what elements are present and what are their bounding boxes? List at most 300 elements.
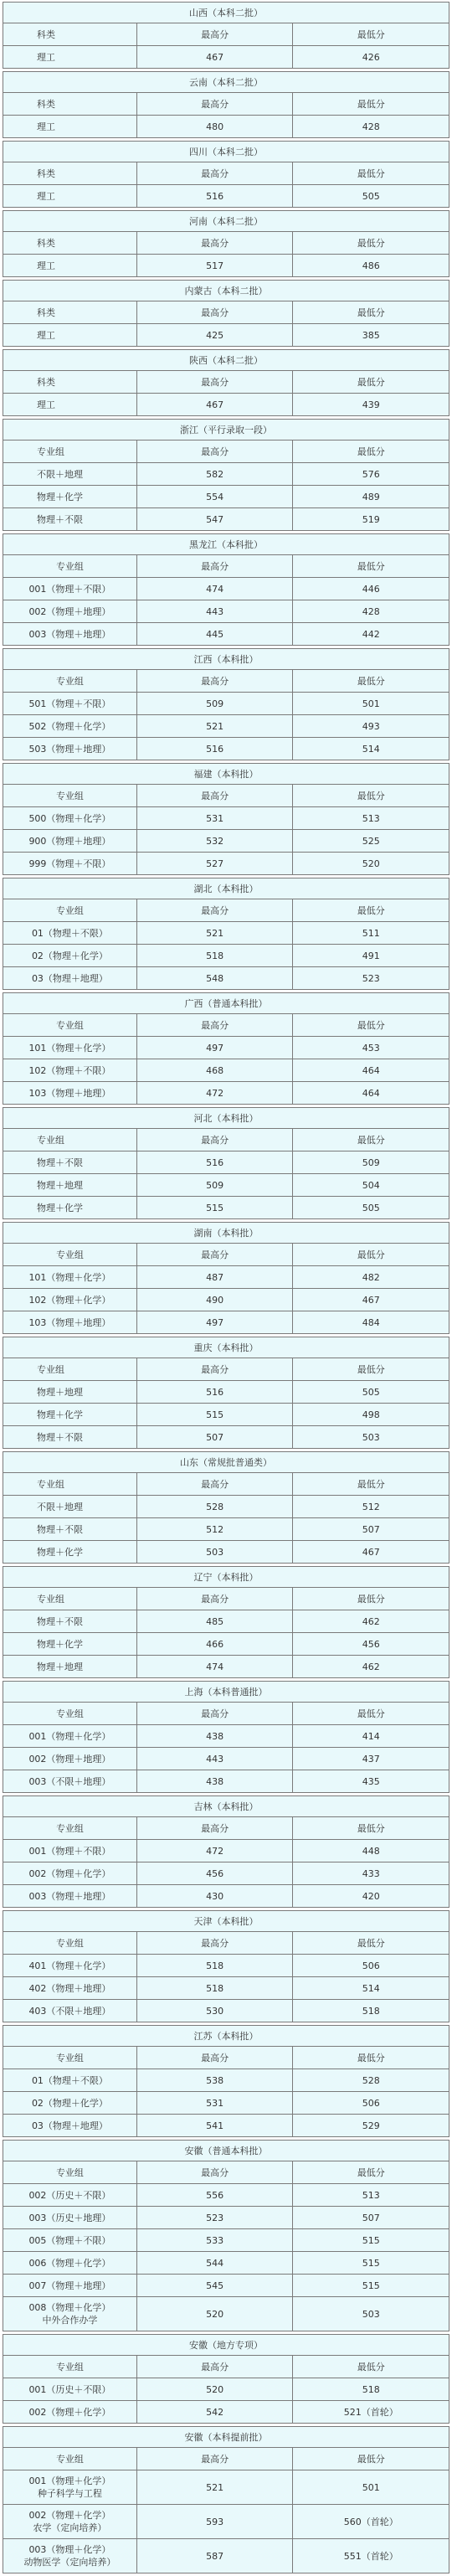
region-table [3, 280, 449, 347]
region-table [3, 2140, 449, 2331]
table-row [3, 830, 449, 853]
table-row [3, 1770, 449, 1793]
column-header-min: 最低分 [293, 1129, 449, 1151]
cell-max-score: 521 [136, 922, 293, 945]
header-row [3, 2161, 449, 2184]
region-table [3, 1681, 449, 1793]
cell-group: 008（物理＋化学） 中外合作办学 [3, 2297, 137, 2331]
cell-min-score: 420 [293, 1885, 449, 1908]
cell-group: 01（物理＋不限） [3, 922, 137, 945]
cell-group: 物理＋化学 [3, 486, 137, 508]
cell-max-score: 556 [136, 2184, 293, 2207]
cell-group: 900（物理＋地理） [3, 830, 137, 853]
column-header-min: 最低分 [293, 1244, 449, 1266]
table-row [3, 738, 449, 760]
cell-min-score: 507 [293, 1518, 449, 1541]
cell-max-score: 516 [136, 738, 293, 760]
cell-group: 物理＋不限 [3, 1610, 137, 1633]
cell-min-score: 509 [293, 1151, 449, 1174]
cell-min-score: 551（首轮） [293, 2539, 449, 2573]
column-header-min: 最低分 [293, 1588, 449, 1610]
column-header-max: 最高分 [136, 1817, 293, 1840]
region-title: 四川（本科二批） [3, 142, 449, 162]
region-table [3, 992, 449, 1105]
cell-min-score: 505 [293, 1381, 449, 1404]
region-title: 云南（本科二批） [3, 72, 449, 93]
column-header-group: 专业组 [3, 1473, 137, 1496]
cell-group: 02（物理＋化学） [3, 945, 137, 967]
cell-min-score: 506 [293, 2092, 449, 2115]
cell-min-score: 486 [293, 255, 449, 277]
column-header-max: 最高分 [136, 2356, 293, 2378]
table-row [3, 1610, 449, 1633]
table-row [3, 1518, 449, 1541]
cell-max-score: 515 [136, 1197, 293, 1219]
header-row [3, 23, 449, 46]
column-header-max: 最高分 [136, 1932, 293, 1955]
cell-max-score: 516 [136, 1381, 293, 1404]
region-table [3, 2, 449, 69]
header-row [3, 1014, 449, 1037]
column-header-group: 专业组 [3, 1014, 137, 1037]
cell-group: 理工 [3, 185, 137, 208]
cell-group: 物理＋化学 [3, 1541, 137, 1564]
cell-group: 物理＋不限 [3, 1518, 137, 1541]
column-header-group: 专业组 [3, 1932, 137, 1955]
table-row [3, 2069, 449, 2092]
cell-group: 不限＋地理 [3, 1496, 137, 1518]
cell-group: 002（物理＋化学） [3, 2401, 137, 2424]
cell-min-score: 435 [293, 1770, 449, 1793]
column-header-min: 最低分 [293, 232, 449, 255]
cell-group: 理工 [3, 255, 137, 277]
column-header-min: 最低分 [293, 440, 449, 463]
header-row [3, 371, 449, 394]
cell-min-score: 560（首轮） [293, 2505, 449, 2539]
region-table [3, 349, 449, 416]
column-header-max: 最高分 [136, 1473, 293, 1496]
column-header-max: 最高分 [136, 670, 293, 693]
cell-max-score: 425 [136, 324, 293, 347]
cell-min-score: 414 [293, 1725, 449, 1748]
header-row [3, 162, 449, 185]
cell-group: 002（物理＋化学） [3, 1862, 137, 1885]
cell-group: 003（物理＋地理） [3, 1885, 137, 1908]
table-row [3, 2000, 449, 2022]
cell-min-score: 529 [293, 2115, 449, 2137]
cell-max-score: 541 [136, 2115, 293, 2137]
cell-group: 物理＋地理 [3, 1656, 137, 1678]
table-row [3, 1266, 449, 1289]
header-row [3, 93, 449, 116]
cell-group: 401（物理＋化学） [3, 1955, 137, 1977]
header-row [3, 1129, 449, 1151]
cell-group: 物理＋不限 [3, 1151, 137, 1174]
cell-max-score: 438 [136, 1770, 293, 1793]
cell-group: 500（物理＋化学） [3, 807, 137, 830]
table-row [3, 1037, 449, 1059]
cell-max-score: 438 [136, 1725, 293, 1748]
table-row [3, 508, 449, 531]
cell-min-score: 521（首轮） [293, 2401, 449, 2424]
table-row [3, 46, 449, 69]
region-title: 内蒙古（本科二批） [3, 281, 449, 301]
cell-max-score: 517 [136, 255, 293, 277]
cell-min-score: 503 [293, 1426, 449, 1449]
region-title: 上海（本科普通批） [3, 1682, 449, 1703]
cell-min-score: 491 [293, 945, 449, 967]
table-row [3, 2229, 449, 2252]
cell-min-score: 448 [293, 1840, 449, 1862]
cell-max-score: 554 [136, 486, 293, 508]
cell-max-score: 507 [136, 1426, 293, 1449]
region-title: 安徽（普通本科批） [3, 2141, 449, 2161]
region-title: 辽宁（本科批） [3, 1567, 449, 1588]
cell-max-score: 530 [136, 2000, 293, 2022]
table-row [3, 1862, 449, 1885]
cell-group: 402（物理＋地理） [3, 1977, 137, 2000]
cell-max-score: 542 [136, 2401, 293, 2424]
column-header-group: 专业组 [3, 1358, 137, 1381]
cell-min-score: 512 [293, 1496, 449, 1518]
header-row [3, 1703, 449, 1725]
column-header-min: 最低分 [293, 301, 449, 324]
cell-max-score: 545 [136, 2275, 293, 2297]
cell-min-score: 515 [293, 2275, 449, 2297]
table-row [3, 1311, 449, 1334]
cell-max-score: 521 [136, 715, 293, 738]
cell-group: 物理＋化学 [3, 1633, 137, 1656]
cell-max-score: 443 [136, 600, 293, 623]
column-header-group: 科类 [3, 162, 137, 185]
column-header-min: 最低分 [293, 2448, 449, 2470]
cell-group: 物理＋不限 [3, 508, 137, 531]
cell-max-score: 467 [136, 46, 293, 69]
cell-min-score: 385 [293, 324, 449, 347]
cell-max-score: 474 [136, 578, 293, 600]
column-header-group: 专业组 [3, 1129, 137, 1151]
table-row [3, 1082, 449, 1105]
column-header-max: 最高分 [136, 785, 293, 807]
region-title: 湖北（本科批） [3, 878, 449, 899]
table-row [3, 715, 449, 738]
region-title: 福建（本科批） [3, 764, 449, 785]
cell-max-score: 518 [136, 1955, 293, 1977]
table-row [3, 1426, 449, 1449]
table-row [3, 2275, 449, 2297]
cell-min-score: 511 [293, 922, 449, 945]
cell-min-score: 528 [293, 2069, 449, 2092]
cell-group: 403（不限＋地理） [3, 2000, 137, 2022]
table-row [3, 2115, 449, 2137]
region-table [3, 763, 449, 875]
column-header-max: 最高分 [136, 1014, 293, 1037]
table-row [3, 693, 449, 715]
region-table [3, 141, 449, 208]
cell-group: 001（物理＋化学） 种子科学与工程 [3, 2470, 137, 2505]
column-header-max: 最高分 [136, 2161, 293, 2184]
cell-max-score: 587 [136, 2539, 293, 2573]
column-header-min: 最低分 [293, 1014, 449, 1037]
table-row [3, 945, 449, 967]
table-row [3, 1633, 449, 1656]
cell-group: 物理＋化学 [3, 1197, 137, 1219]
column-header-max: 最高分 [136, 1129, 293, 1151]
region-table [3, 648, 449, 760]
table-row [3, 967, 449, 990]
cell-min-score: 426 [293, 46, 449, 69]
cell-group: 03（物理＋地理） [3, 967, 137, 990]
table-row [3, 1725, 449, 1748]
header-row [3, 440, 449, 463]
table-row [3, 1174, 449, 1197]
cell-group: 102（物理＋不限） [3, 1059, 137, 1082]
cell-max-score: 515 [136, 1404, 293, 1426]
column-header-min: 最低分 [293, 785, 449, 807]
cell-min-score: 503 [293, 2297, 449, 2331]
cell-min-score: 518 [293, 2000, 449, 2022]
column-header-group: 专业组 [3, 555, 137, 578]
cell-group: 物理＋地理 [3, 1174, 137, 1197]
region-table [3, 878, 449, 990]
cell-max-score: 532 [136, 830, 293, 853]
region-table [3, 1222, 449, 1334]
header-row [3, 1588, 449, 1610]
cell-max-score: 443 [136, 1748, 293, 1770]
column-header-max: 最高分 [136, 1244, 293, 1266]
column-header-min: 最低分 [293, 2161, 449, 2184]
cell-min-score: 515 [293, 2229, 449, 2252]
table-row [3, 1541, 449, 1564]
cell-group: 003（物理＋化学） 动物医学（定向培养） [3, 2539, 137, 2573]
region-title: 吉林（本科批） [3, 1796, 449, 1817]
region-title: 山东（常规批普通类） [3, 1452, 449, 1473]
cell-group: 002（物理＋地理） [3, 1748, 137, 1770]
region-title: 陕西（本科二批） [3, 350, 449, 371]
column-header-max: 最高分 [136, 301, 293, 324]
header-row [3, 1817, 449, 1840]
region-table [3, 1107, 449, 1219]
region-title: 江西（本科批） [3, 649, 449, 670]
table-row [3, 1404, 449, 1426]
cell-min-score: 464 [293, 1082, 449, 1105]
cell-max-score: 445 [136, 623, 293, 646]
table-row [3, 1059, 449, 1082]
column-header-max: 最高分 [136, 2448, 293, 2470]
column-header-min: 最低分 [293, 93, 449, 116]
cell-max-score: 518 [136, 1977, 293, 2000]
table-row [3, 1656, 449, 1678]
header-row [3, 1244, 449, 1266]
region-title: 湖南（本科批） [3, 1223, 449, 1244]
table-row [3, 1197, 449, 1219]
cell-max-score: 547 [136, 508, 293, 531]
column-header-min: 最低分 [293, 1358, 449, 1381]
cell-min-score: 489 [293, 486, 449, 508]
column-header-max: 最高分 [136, 371, 293, 394]
cell-group: 物理＋化学 [3, 1404, 137, 1426]
cell-group: 02（物理＋化学） [3, 2092, 137, 2115]
cell-min-score: 439 [293, 394, 449, 416]
table-row [3, 1977, 449, 2000]
column-header-min: 最低分 [293, 555, 449, 578]
cell-min-score: 437 [293, 1748, 449, 1770]
cell-max-score: 485 [136, 1610, 293, 1633]
header-row [3, 2448, 449, 2470]
cell-max-score: 497 [136, 1037, 293, 1059]
cell-min-score: 446 [293, 578, 449, 600]
cell-min-score: 520 [293, 853, 449, 875]
cell-max-score: 487 [136, 1266, 293, 1289]
table-row [3, 2207, 449, 2229]
cell-min-score: 484 [293, 1311, 449, 1334]
cell-min-score: 456 [293, 1633, 449, 1656]
cell-max-score: 474 [136, 1656, 293, 1678]
region-title: 广西（普通本科批） [3, 993, 449, 1014]
cell-max-score: 520 [136, 2297, 293, 2331]
cell-max-score: 490 [136, 1289, 293, 1311]
column-header-max: 最高分 [136, 1588, 293, 1610]
column-header-group: 专业组 [3, 1588, 137, 1610]
header-row [3, 555, 449, 578]
cell-group: 物理＋地理 [3, 1381, 137, 1404]
table-row [3, 2184, 449, 2207]
cell-min-score: 501 [293, 2470, 449, 2505]
table-row [3, 2539, 449, 2573]
cell-min-score: 513 [293, 807, 449, 830]
table-row [3, 1955, 449, 1977]
cell-max-score: 527 [136, 853, 293, 875]
cell-group: 001（物理＋不限） [3, 578, 137, 600]
table-row [3, 2505, 449, 2539]
cell-min-score: 462 [293, 1656, 449, 1678]
cell-max-score: 509 [136, 1174, 293, 1197]
column-header-group: 专业组 [3, 1244, 137, 1266]
cell-min-score: 515 [293, 2252, 449, 2275]
cell-group: 001（物理＋不限） [3, 1840, 137, 1862]
region-table [3, 533, 449, 646]
table-row [3, 1289, 449, 1311]
column-header-max: 最高分 [136, 23, 293, 46]
cell-max-score: 528 [136, 1496, 293, 1518]
cell-max-score: 538 [136, 2069, 293, 2092]
cell-group: 002（历史＋不限） [3, 2184, 137, 2207]
cell-max-score: 467 [136, 394, 293, 416]
table-row [3, 922, 449, 945]
cell-max-score: 468 [136, 1059, 293, 1082]
column-header-group: 专业组 [3, 2448, 137, 2470]
cell-max-score: 531 [136, 807, 293, 830]
cell-group: 理工 [3, 116, 137, 138]
table-row [3, 1151, 449, 1174]
table-row [3, 1748, 449, 1770]
cell-group: 999（物理＋不限） [3, 853, 137, 875]
column-header-min: 最低分 [293, 1932, 449, 1955]
cell-max-score: 472 [136, 1840, 293, 1862]
cell-group: 101（物理＋化学） [3, 1037, 137, 1059]
column-header-min: 最低分 [293, 1703, 449, 1725]
cell-min-score: 453 [293, 1037, 449, 1059]
table-row [3, 853, 449, 875]
cell-max-score: 509 [136, 693, 293, 715]
cell-group: 003（不限＋地理） [3, 1770, 137, 1793]
header-row [3, 1932, 449, 1955]
cell-max-score: 512 [136, 1518, 293, 1541]
column-header-max: 最高分 [136, 162, 293, 185]
cell-group: 002（物理＋化学） 农学（定向培养） [3, 2505, 137, 2539]
cell-min-score: 519 [293, 508, 449, 531]
region-table [3, 2426, 449, 2573]
cell-min-score: 433 [293, 1862, 449, 1885]
table-row [3, 807, 449, 830]
cell-group: 101（物理＋化学） [3, 1266, 137, 1289]
cell-group: 003（历史＋地理） [3, 2207, 137, 2229]
cell-max-score: 472 [136, 1082, 293, 1105]
column-header-max: 最高分 [136, 1358, 293, 1381]
header-row [3, 2047, 449, 2069]
cell-min-score: 498 [293, 1404, 449, 1426]
table-row [3, 1840, 449, 1862]
column-header-group: 专业组 [3, 899, 137, 922]
region-title: 河北（本科批） [3, 1108, 449, 1129]
cell-group: 102（物理＋化学） [3, 1289, 137, 1311]
cell-max-score: 497 [136, 1311, 293, 1334]
header-row [3, 2356, 449, 2378]
cell-max-score: 533 [136, 2229, 293, 2252]
column-header-group: 科类 [3, 301, 137, 324]
column-header-min: 最低分 [293, 670, 449, 693]
cell-min-score: 482 [293, 1266, 449, 1289]
cell-group: 001（历史＋不限） [3, 2378, 137, 2401]
cell-min-score: 505 [293, 1197, 449, 1219]
region-title: 安徽（地方专项） [3, 2335, 449, 2356]
region-title: 天津（本科批） [3, 1911, 449, 1932]
cell-min-score: 501 [293, 693, 449, 715]
cell-min-score: 506 [293, 1955, 449, 1977]
region-title: 山西（本科二批） [3, 3, 449, 23]
cell-min-score: 504 [293, 1174, 449, 1197]
header-row [3, 301, 449, 324]
region-table [3, 71, 449, 138]
cell-group: 理工 [3, 394, 137, 416]
column-header-group: 专业组 [3, 1703, 137, 1725]
table-row [3, 2378, 449, 2401]
score-tables [3, 0, 449, 2573]
region-title: 重庆（本科批） [3, 1337, 449, 1358]
column-header-group: 专业组 [3, 2047, 137, 2069]
cell-group: 理工 [3, 324, 137, 347]
cell-max-score: 582 [136, 463, 293, 486]
cell-min-score: 462 [293, 1610, 449, 1633]
header-row [3, 1473, 449, 1496]
header-row [3, 1358, 449, 1381]
cell-max-score: 456 [136, 1862, 293, 1885]
cell-min-score: 507 [293, 2207, 449, 2229]
table-row [3, 324, 449, 347]
table-row [3, 463, 449, 486]
cell-group: 03（物理＋地理） [3, 2115, 137, 2137]
cell-group: 503（物理＋地理） [3, 738, 137, 760]
column-header-group: 科类 [3, 93, 137, 116]
region-table [3, 210, 449, 277]
cell-min-score: 514 [293, 1977, 449, 2000]
cell-group: 005（物理＋不限） [3, 2229, 137, 2252]
column-header-min: 最低分 [293, 2356, 449, 2378]
cell-max-score: 544 [136, 2252, 293, 2275]
table-row [3, 1885, 449, 1908]
table-row [3, 2470, 449, 2505]
region-title: 浙江（平行录取一段） [3, 420, 449, 440]
